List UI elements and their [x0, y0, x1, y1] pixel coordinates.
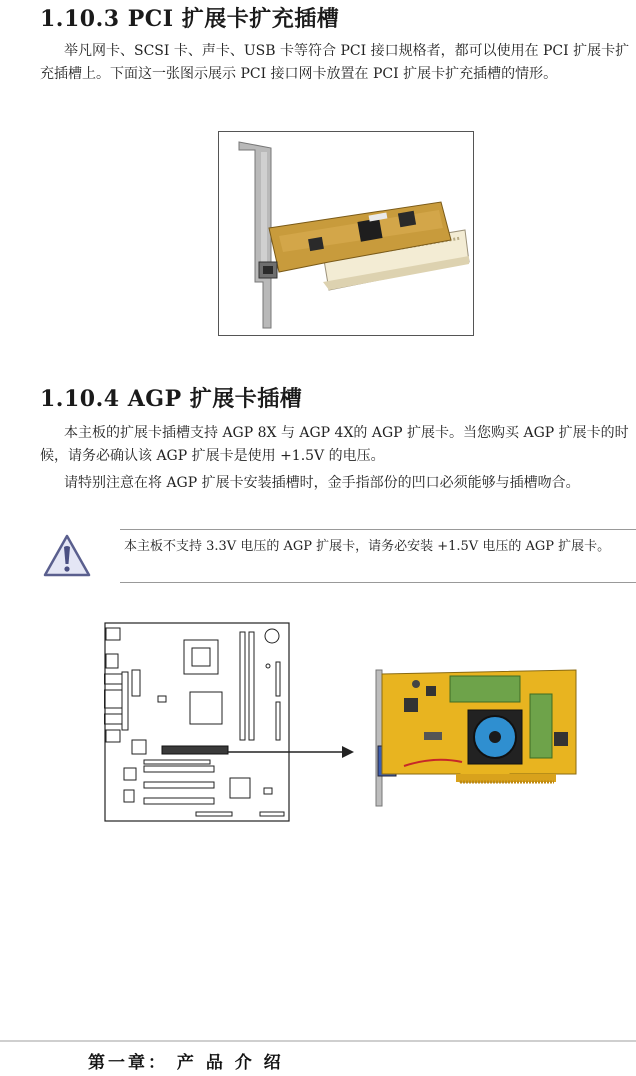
agp-card-photo	[364, 668, 582, 810]
footer-rule	[0, 1040, 636, 1042]
warning-icon	[42, 533, 92, 579]
agp-paragraph-1: 本主板的扩展卡插槽支持 AGP 8X 与 AGP 4X的 AGP 扩展卡。当您购买 AGP 扩展卡的时候，请务必确认该 AGP 扩展卡是使用 +1.5V 的电压。	[40, 425, 629, 464]
motherboard-layout-diagram	[104, 622, 290, 822]
note-bottom-rule	[120, 582, 636, 583]
note-text: 本主板不支持 3.3V 电压的 AGP 扩展卡，请务必安装 +1.5V 电压的 AGP 扩展卡。	[124, 539, 611, 554]
pci-card-photo	[218, 131, 474, 336]
section-heading-pci: 1.10.3 PCI 扩展卡扩充插槽	[40, 6, 340, 32]
note-top-rule	[120, 529, 636, 530]
pci-paragraph: 举凡网卡、SCSI 卡、声卡、USB 卡等符合 PCI 接口规格者，都可以使用在 PCI 扩展卡扩充插槽上。下面这一张图示展示 PCI 接口网卡放置在 PCI 扩展卡扩充插槽的情形。	[40, 43, 630, 82]
slot-pointer-arrow	[228, 742, 356, 762]
footer-chapter: 第一章： 产 品 介 绍	[88, 1053, 284, 1073]
agp-paragraph-2: 请特别注意在将 AGP 扩展卡安装插槽时，金手指部份的凹口必须能够与插槽吻合。	[64, 475, 580, 491]
section-heading-agp: 1.10.4 AGP 扩展卡插槽	[40, 386, 303, 412]
